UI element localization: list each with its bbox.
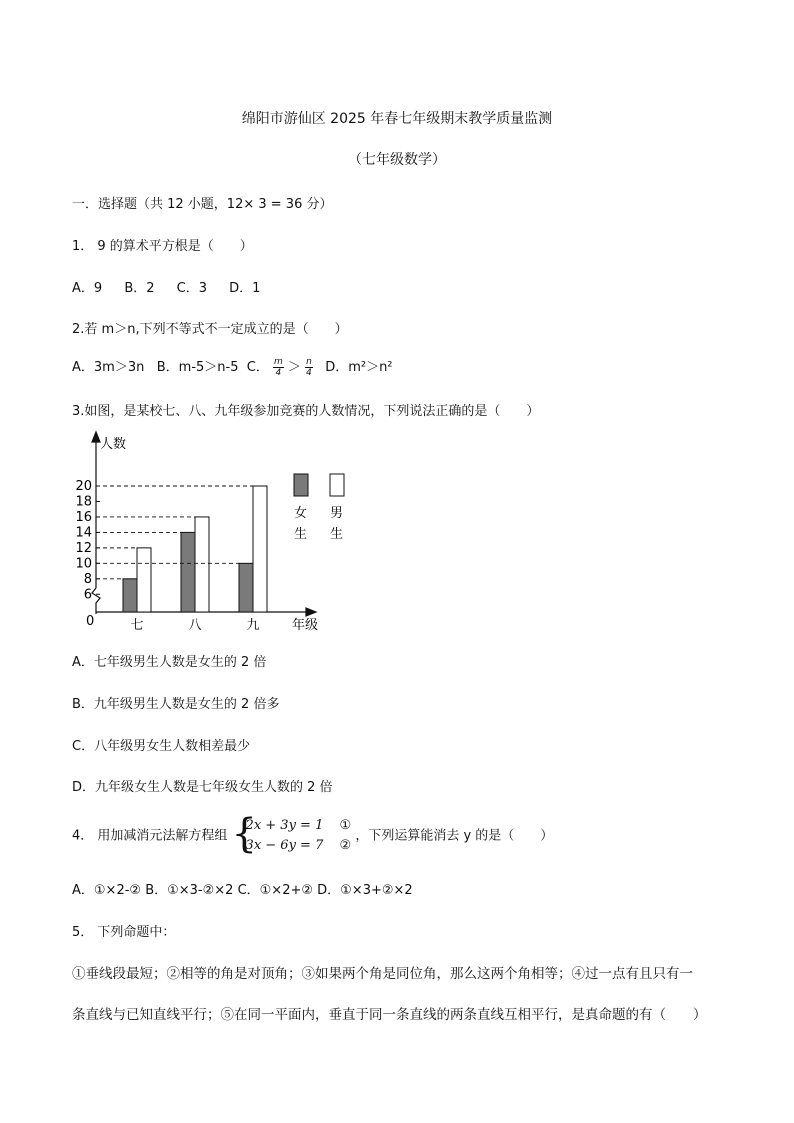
- q5-line-1: ①垂线段最短；②相等的角是对顶角；③如果两个角是同位角，那么这两个角相等；④过一点有且只有一: [72, 966, 693, 981]
- q2-option-b: B．m-5＞n-5: [156, 360, 239, 375]
- bar-boys-3: [253, 486, 267, 612]
- q2-fraction-n4: [305, 357, 313, 378]
- q4-suffix: ，下列运算能消去 y 的是（ ）: [355, 828, 554, 844]
- legend-label-boys-2: 生: [330, 527, 344, 542]
- q5-stem: 5． 下列命题中：: [72, 925, 176, 940]
- q3-option-c: C．八年级男女生人数相差最少: [72, 739, 251, 754]
- legend-label-girls-2: 生: [294, 527, 308, 542]
- equation-2: [246, 836, 352, 856]
- equation-2-mark: ②: [339, 838, 352, 853]
- q2-gt-sign: ＞: [287, 360, 301, 375]
- q4-stem: [72, 811, 554, 857]
- q3-option-d: D．九年级女生人数是七年级女生人数的 2 倍: [72, 780, 333, 795]
- equation-2-text: 3x − 6y = 7: [245, 838, 324, 853]
- bar-chart: [60, 428, 360, 638]
- q2-option-d: D．m²＞n²: [325, 360, 393, 375]
- q1-option-b: B．2: [124, 281, 155, 296]
- q3-option-b: B．九年级男生人数是女生的 2 倍多: [72, 697, 280, 712]
- q4-options: A．①×2-② B．①×3-②×2 C．①×2+② D．①×3+②×2: [72, 883, 413, 898]
- q3-stem: 3.如图，是某校七、八、九年级参加竞赛的人数情况，下列说法正确的是（ ）: [72, 404, 540, 419]
- frac-denominator: 4: [275, 368, 282, 378]
- origin-label: 0: [86, 614, 95, 629]
- bar-girls-2: [181, 532, 195, 612]
- bar-girls-1: [123, 579, 137, 612]
- equation-system: [231, 811, 352, 857]
- q2-option-a: A．3m＞3n: [72, 360, 145, 375]
- q2-option-c-prefix: C．: [246, 360, 269, 375]
- q4-prefix: 4． 用加减消元法解方程组: [72, 828, 228, 844]
- y-tick-label: 10: [75, 556, 92, 572]
- equation-1-text: 2x + 3y = 1: [245, 818, 324, 833]
- equation-1-mark: ①: [339, 818, 352, 833]
- y-axis-arrow: [92, 432, 100, 442]
- page-subtitle: （七年级数学）: [348, 152, 446, 168]
- page-title: 绵阳市游仙区 2025 年春七年级期末教学质量监测: [241, 111, 553, 127]
- frac-denominator: 4: [306, 368, 312, 378]
- bar-boys-1: [137, 548, 151, 612]
- x-tick-label: 八: [188, 618, 202, 633]
- q1-option-a: A．9: [72, 281, 103, 296]
- y-tick-label: 16: [75, 509, 92, 525]
- x-tick-label: 七: [130, 618, 144, 633]
- q2-options: [72, 356, 393, 378]
- y-tick-label: 14: [75, 525, 92, 541]
- legend-swatch-girls: [294, 474, 308, 496]
- frac-numerator: m: [273, 357, 283, 367]
- y-tick-label: 18: [75, 494, 92, 510]
- legend-swatch-boys: [330, 474, 344, 496]
- y-tick-label: 6: [83, 587, 92, 603]
- legend-label-boys-1: 男: [330, 506, 344, 521]
- frac-numerator: n: [306, 357, 312, 367]
- y-axis-label: 人数: [100, 437, 127, 452]
- q1-options: [72, 277, 278, 296]
- axis-break: [92, 588, 100, 614]
- x-axis-arrow: [306, 608, 316, 616]
- y-tick-label: 20: [75, 479, 92, 494]
- q1-option-d: D．1: [229, 281, 261, 296]
- left-brace: {: [231, 811, 257, 857]
- q3-option-a: A．七年级男生人数是女生的 2 倍: [72, 655, 267, 670]
- x-tick-label: 九: [246, 618, 260, 633]
- section-heading: 一．选择题（共 12 小题，12× 3 = 36 分）: [72, 197, 333, 212]
- q2-stem: 2.若 m＞n,下列不等式不一定成立的是（ ）: [72, 322, 348, 337]
- q1-stem: 1． 9 的算术平方根是（ ）: [72, 239, 253, 254]
- legend-label-girls-1: 女: [294, 506, 308, 521]
- q2-fraction-m4: [273, 357, 284, 378]
- y-tick-label: 12: [75, 540, 92, 556]
- x-axis-label: 年级: [292, 618, 319, 633]
- bar-boys-2: [195, 517, 209, 612]
- q5-line-2: 条直线与已知直线平行；⑤在同一平面内，垂直于同一条直线的两条直线互相平行，是真命题的有（ ）: [72, 1007, 707, 1022]
- bar-girls-3: [239, 563, 253, 612]
- q1-option-c: C．3: [176, 281, 208, 296]
- y-tick-label: 8: [83, 571, 92, 587]
- equation-1: [246, 816, 352, 836]
